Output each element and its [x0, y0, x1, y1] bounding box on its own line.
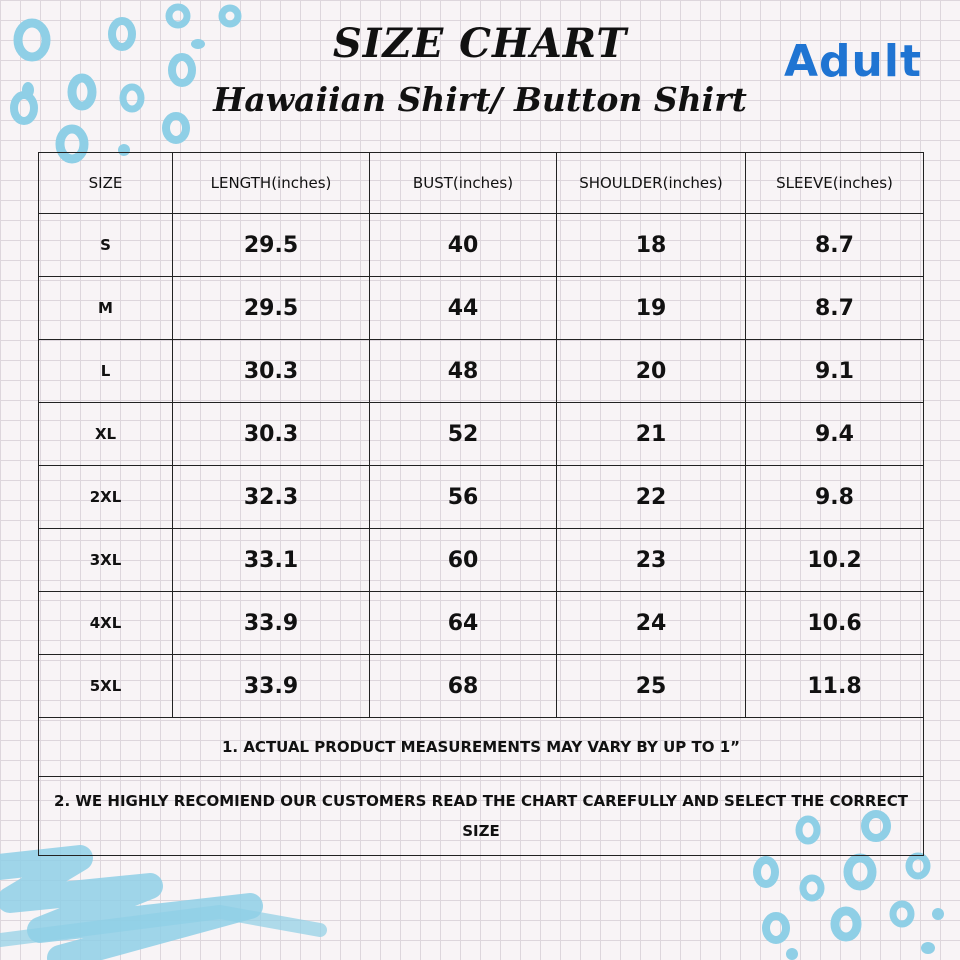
sleeve-cell: 9.1 [746, 340, 924, 403]
table-row [39, 403, 924, 466]
length-cell: 30.3 [173, 340, 370, 403]
bust-cell: 64 [370, 592, 557, 655]
size-cell: XL [39, 403, 173, 466]
shoulder-cell: 22 [557, 466, 746, 529]
size-chart-table [38, 152, 924, 856]
column-header-size: SIZE [39, 153, 173, 214]
length-cell: 32.3 [173, 466, 370, 529]
shoulder-cell: 20 [557, 340, 746, 403]
note-read-chart-carefully: 2. WE HIGHLY RECOMIEND OUR CUSTOMERS READ THE CHART CAREFULLY AND SELECT THE CORRECT SIZE [39, 777, 924, 856]
sleeve-cell: 10.6 [746, 592, 924, 655]
page-subtitle: Hawaiian Shirt/ Button Shirt [213, 80, 747, 119]
header-row [39, 153, 924, 214]
bust-cell: 68 [370, 655, 557, 718]
length-cell: 33.1 [173, 529, 370, 592]
bust-cell: 52 [370, 403, 557, 466]
table-row [39, 214, 924, 277]
size-cell: 5XL [39, 655, 173, 718]
note-measurement-variance: 1. ACTUAL PRODUCT MEASUREMENTS MAY VARY BY UP TO 1” [39, 718, 924, 777]
column-header-sleeve: SLEEVE(inches) [746, 153, 924, 214]
size-cell: 2XL [39, 466, 173, 529]
column-header-bust: BUST(inches) [370, 153, 557, 214]
column-header-shoulder: SHOULDER(inches) [557, 153, 746, 214]
size-cell: M [39, 277, 173, 340]
table-row [39, 340, 924, 403]
shoulder-cell: 25 [557, 655, 746, 718]
sleeve-cell: 11.8 [746, 655, 924, 718]
table-row [39, 655, 924, 718]
bust-cell: 56 [370, 466, 557, 529]
length-cell: 30.3 [173, 403, 370, 466]
table-row [39, 592, 924, 655]
page-title: SIZE CHART [332, 20, 628, 67]
shoulder-cell: 19 [557, 277, 746, 340]
length-cell: 33.9 [173, 655, 370, 718]
size-cell: 3XL [39, 529, 173, 592]
size-cell: L [39, 340, 173, 403]
sleeve-cell: 8.7 [746, 214, 924, 277]
bust-cell: 44 [370, 277, 557, 340]
length-cell: 29.5 [173, 277, 370, 340]
shoulder-cell: 18 [557, 214, 746, 277]
size-cell: S [39, 214, 173, 277]
bust-cell: 60 [370, 529, 557, 592]
sleeve-cell: 8.7 [746, 277, 924, 340]
length-cell: 33.9 [173, 592, 370, 655]
length-cell: 29.5 [173, 214, 370, 277]
audience-badge: Adult [784, 36, 922, 87]
column-header-length: LENGTH(inches) [173, 153, 370, 214]
table-row [39, 277, 924, 340]
sleeve-cell: 10.2 [746, 529, 924, 592]
table-row [39, 466, 924, 529]
note-row [39, 777, 924, 856]
size-cell: 4XL [39, 592, 173, 655]
sleeve-cell: 9.4 [746, 403, 924, 466]
bust-cell: 40 [370, 214, 557, 277]
note-row [39, 718, 924, 777]
shoulder-cell: 24 [557, 592, 746, 655]
shoulder-cell: 23 [557, 529, 746, 592]
shoulder-cell: 21 [557, 403, 746, 466]
table-row [39, 529, 924, 592]
sleeve-cell: 9.8 [746, 466, 924, 529]
bust-cell: 48 [370, 340, 557, 403]
